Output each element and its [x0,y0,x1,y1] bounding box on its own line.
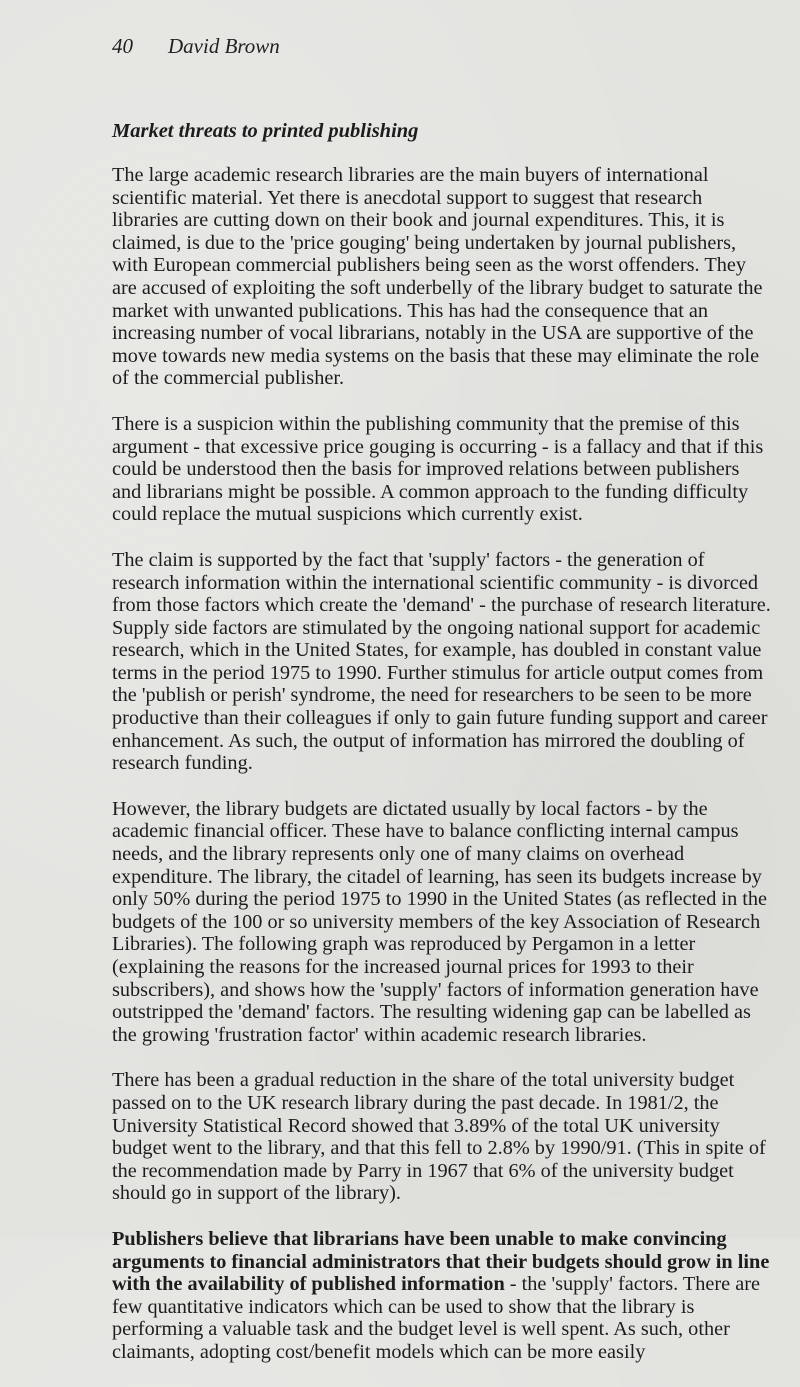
page-number: 40 [112,34,133,58]
final-paragraph [112,1228,772,1364]
final-paragraph-rest: - the 'supply' factors. There are few quantitative indicators which can be used to show that the library is performing a valuable task and the budget level is well spent. As such, other claimants, adopting cost/benefit models which can be more easily [112,1273,761,1363]
paragraph: There has been a gradual reduction in the share of the total university budget passed on to the UK research library during the past decade. In 1981/2, the University Statistical Record showed that 3.89% of the total UK university budget went to the library, and that this fell to 2.8% by 1990/91. (This in spite of the recommendation made by Parry in 1967 that 6% of the university budget should go in support of the library). [112,1069,766,1205]
running-header-author: David Brown [168,34,280,58]
section-title: Market threats to printed publishing [112,120,419,142]
running-header [112,34,280,59]
final-paragraph-bold-lead: Publishers believe that librarians have been unable to make convincing arguments to financial administrators that their budgets should grow in line with the availability of published information [112,1227,770,1296]
body-text [112,164,772,1387]
paragraph: There is a suspicion within the publishing community that the premise of this argument - that excessive price gouging is occurring - is a fallacy and that if this could be understood then the basis for improved relations between publishers and librarians might be possible. A common approach to the funding difficulty could replace the mutual suspicions which currently exist. [112,412,764,526]
paragraph: The claim is supported by the fact that 'supply' factors - the generation of research information within the international scientific community - is divorced from those factors which create the 'demand' - the purchase of research literature. Supply side factors are stimulated by the ongoing national support for academic research, which in the United States, for example, has doubled in constant value terms in the period 1975 to 1990. Further stimulus for article output comes from the 'publish or perish' syndrome, the need for researchers to be seen to be more productive than their colleagues if only to gain future funding support and career enhancement. As such, the output of information has mirrored the doubling of research funding. [112,548,771,775]
paragraph: The large academic research libraries are the main buyers of international scientific material. Yet there is anecdotal support to suggest that research libraries are cutting down on their book and journal expenditures. This, it is claimed, is due to the 'price gouging' being undertaken by journal publishers, with European commercial publishers being seen as the worst offenders. They are accused of exploiting the soft underbelly of the library budget to saturate the market with unwanted publications. This has had the consequence that an increasing number of vocal librarians, notably in the USA are supportive of the move towards new media systems on the basis that these may eliminate the role of the commercial publisher. [112,164,763,390]
paragraph: However, the library budgets are dictated usually by local factors - by the academic financial officer. These have to balance conflicting internal campus needs, and the library represents only one of many claims on overhead expenditure. The library, the citadel of learning, has seen its budgets increase by only 50% during the period 1975 to 1990 in the United States (as reflected in the budgets of the 100 or so university members of the key Association of Research Libraries). The following graph was reproduced by Pergamon in a letter (explaining the reasons for the increased journal prices for 1993 to their subscribers), and shows how the 'supply' factors of information generation have outstripped the 'demand' factors. The resulting widening gap can be labelled as the growing 'frustration factor' within academic research libraries. [112,797,768,1046]
